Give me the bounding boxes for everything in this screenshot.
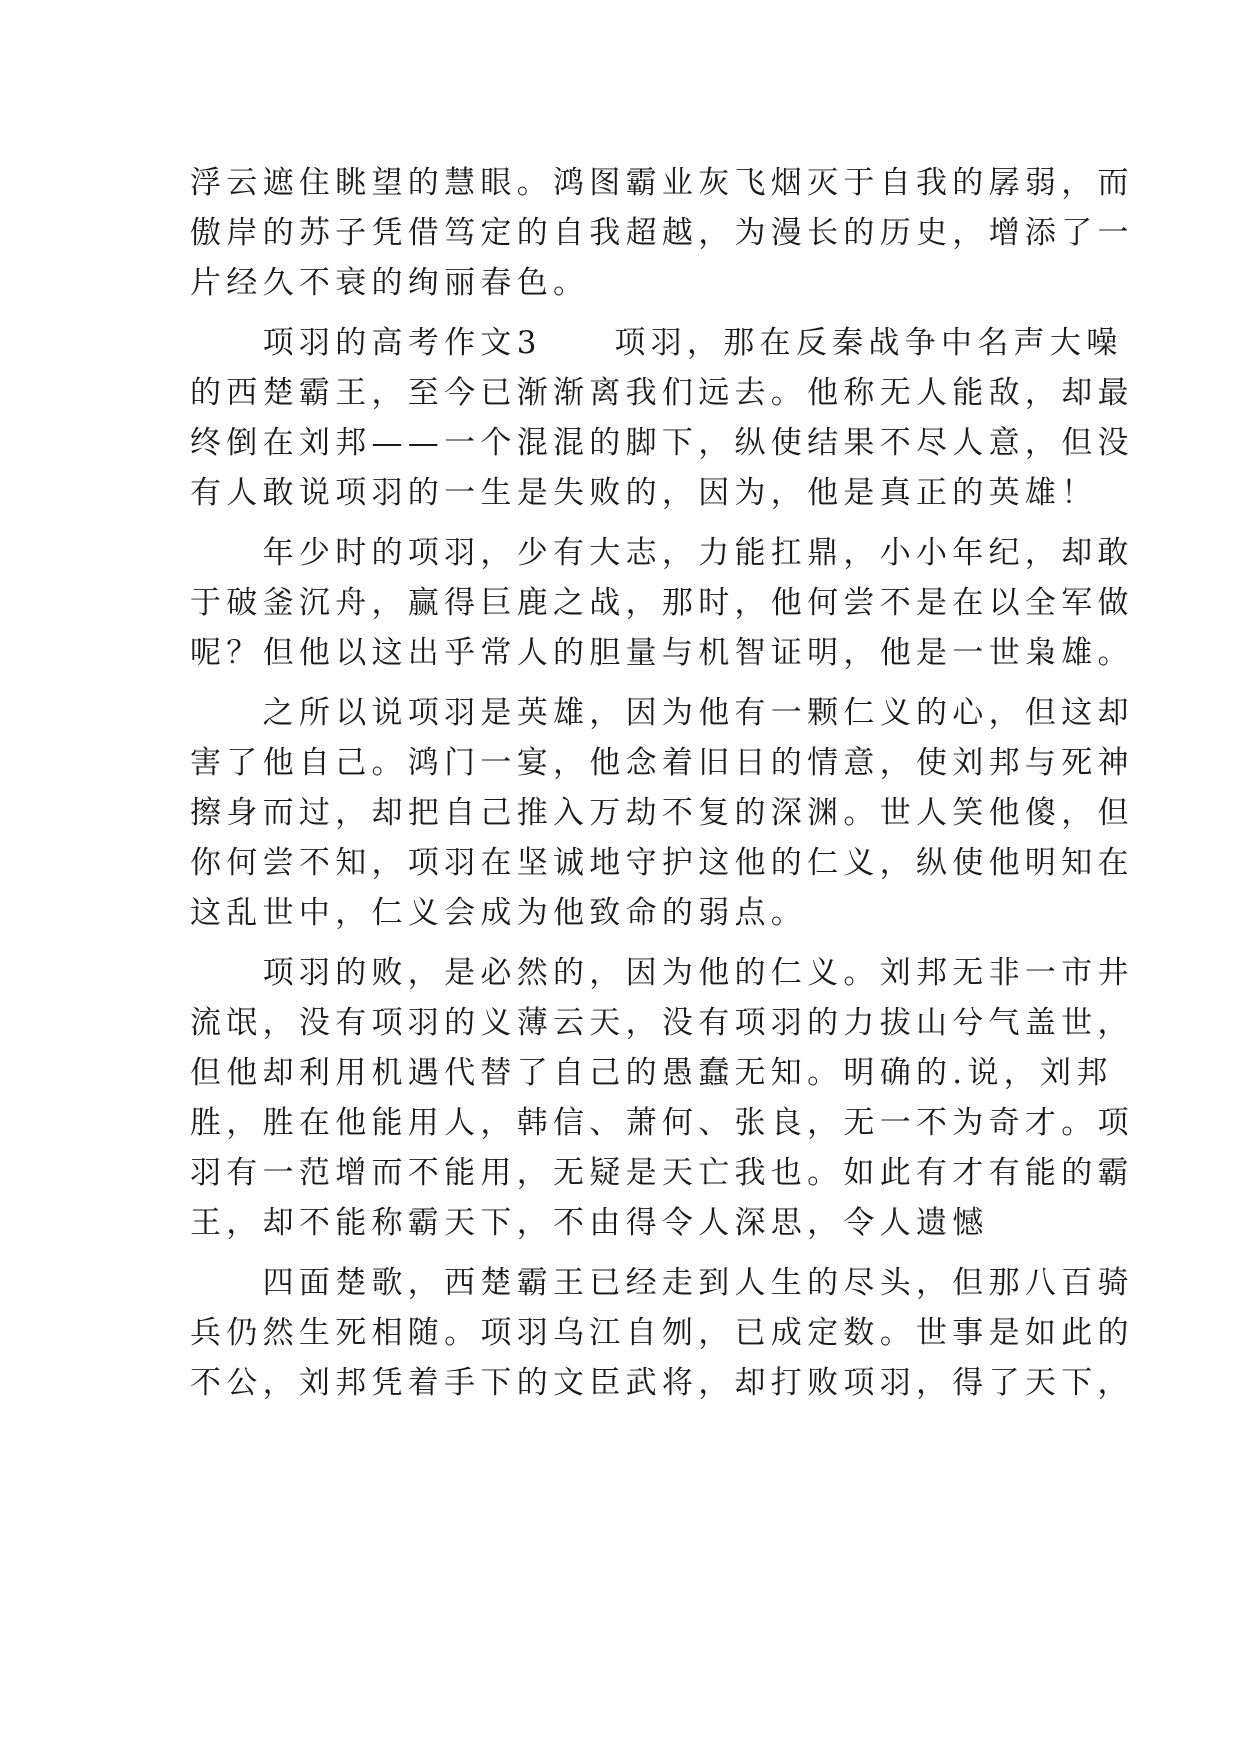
text-line: 项羽的高考作文3 项羽，那在反秦战争中名声大噪 (190, 325, 1123, 361)
text-line: 王，却不能称霸天下，不由得令人深思，令人遗憾 (190, 1205, 989, 1241)
text-line: 四面楚歌，西楚霸王已经走到人生的尽头，但那八百骑 (190, 1265, 1134, 1301)
essay-body (190, 158, 1134, 1408)
text-line: 于破釜沉舟，赢得巨鹿之战，那时，他何尝不是在以全军做 (190, 585, 1134, 621)
text-line: 片经久不衰的绚丽春色。 (190, 265, 590, 301)
text-line: 傲岸的苏子凭借笃定的自我超越，为漫长的历史，增添了一 (190, 215, 1134, 251)
text-line: 兵仍然生死相随。项羽乌江自刎，已成定数。世事是如此的 (190, 1315, 1134, 1351)
text-line: 害了他自己。鸿门一宴，他念着旧日的情意，使刘邦与死神 (190, 745, 1134, 781)
text-line: 但他却利用机遇代替了自己的愚蠢无知。明确的.说，刘邦 (190, 1055, 1113, 1091)
text-line: 这乱世中，仁义会成为他致命的弱点。 (190, 895, 808, 931)
text-line: 胜，胜在他能用人，韩信、萧何、张良，无一不为奇才。项 (190, 1105, 1134, 1141)
text-line: 的西楚霸王，至今已渐渐离我们远去。他称无人能敌，却最 (190, 375, 1134, 411)
text-line: 有人敢说项羽的一生是失败的，因为，他是真正的英雄！ (190, 475, 1098, 511)
text-line: 终倒在刘邦——一个混混的脚下，纵使结果不尽人意，但没 (190, 425, 1134, 461)
text-line: 羽有一范增而不能用，无疑是天亡我也。如此有才有能的霸 (190, 1155, 1134, 1191)
text-line: 年少时的项羽，少有大志，力能扛鼎，小小年纪，却敢 (190, 535, 1134, 571)
text-line: 呢？但他以这出乎常人的胆量与机智证明，他是一世枭雄。 (190, 635, 1134, 671)
text-line: 流氓，没有项羽的义薄云天，没有项羽的力拔山兮气盖世， (190, 1005, 1134, 1041)
text-line: 你何尝不知，项羽在坚诚地守护这他的仁义，纵使他明知在 (190, 845, 1134, 881)
text-line: 之所以说项羽是英雄，因为他有一颗仁义的心，但这却 (190, 695, 1134, 731)
text-line: 擦身而过，却把自己推入万劫不复的深渊。世人笑他傻，但 (190, 795, 1134, 831)
text-line: 浮云遮住眺望的慧眼。鸿图霸业灰飞烟灭于自我的孱弱，而 (190, 165, 1134, 201)
text-line: 不公，刘邦凭着手下的文臣武将，却打败项羽，得了天下， (190, 1365, 1134, 1401)
text-line: 项羽的败，是必然的，因为他的仁义。刘邦无非一市井 (190, 955, 1134, 991)
